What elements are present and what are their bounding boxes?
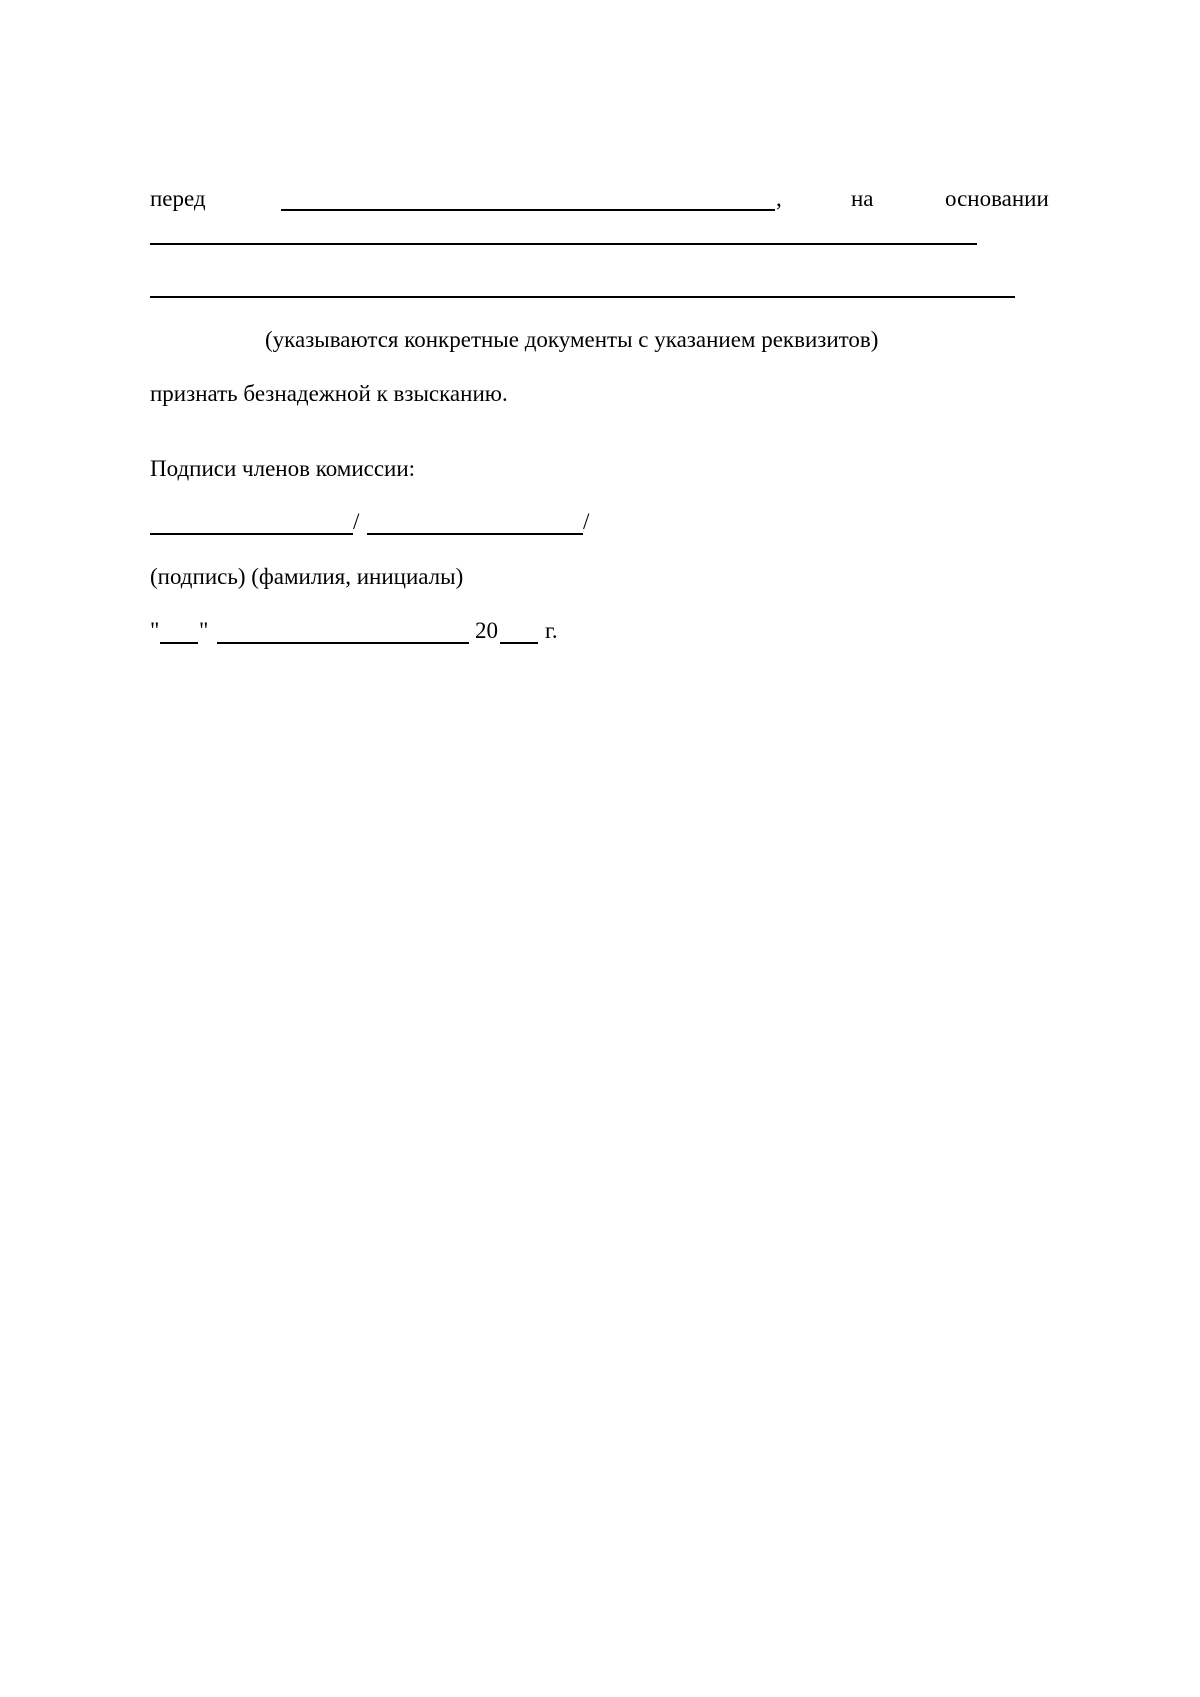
- signature-slash-2: /: [583, 509, 590, 534]
- signatures-heading: Подписи членов комиссии:: [150, 456, 416, 481]
- date-century: 20: [475, 618, 498, 643]
- basis-blank-line-2[interactable]: [150, 296, 1015, 298]
- word-osnovanii: основании: [945, 186, 1049, 211]
- date-quote-open: ": [150, 618, 160, 643]
- documents-caption: (указываются конкретные документы с указанием реквизитов): [265, 327, 879, 352]
- signature-slash-1: /: [353, 509, 360, 534]
- creditor-blank-line[interactable]: [281, 209, 775, 211]
- signature-blank-line[interactable]: [150, 533, 353, 535]
- date-year-suffix: г.: [545, 618, 558, 643]
- conclusion-text: признать безнадежной к взысканию.: [150, 381, 508, 406]
- date-month-blank-line[interactable]: [217, 642, 469, 644]
- date-quote-close: ": [199, 618, 209, 643]
- name-initials-blank-line[interactable]: [367, 533, 583, 535]
- signature-caption: (подпись) (фамилия, инициалы): [150, 564, 464, 589]
- comma: ,: [776, 186, 782, 211]
- date-year-blank-line[interactable]: [500, 642, 538, 644]
- word-na: на: [851, 186, 874, 211]
- basis-blank-line-1[interactable]: [150, 243, 977, 245]
- word-pered: перед: [150, 186, 206, 211]
- date-day-blank-line[interactable]: [160, 642, 198, 644]
